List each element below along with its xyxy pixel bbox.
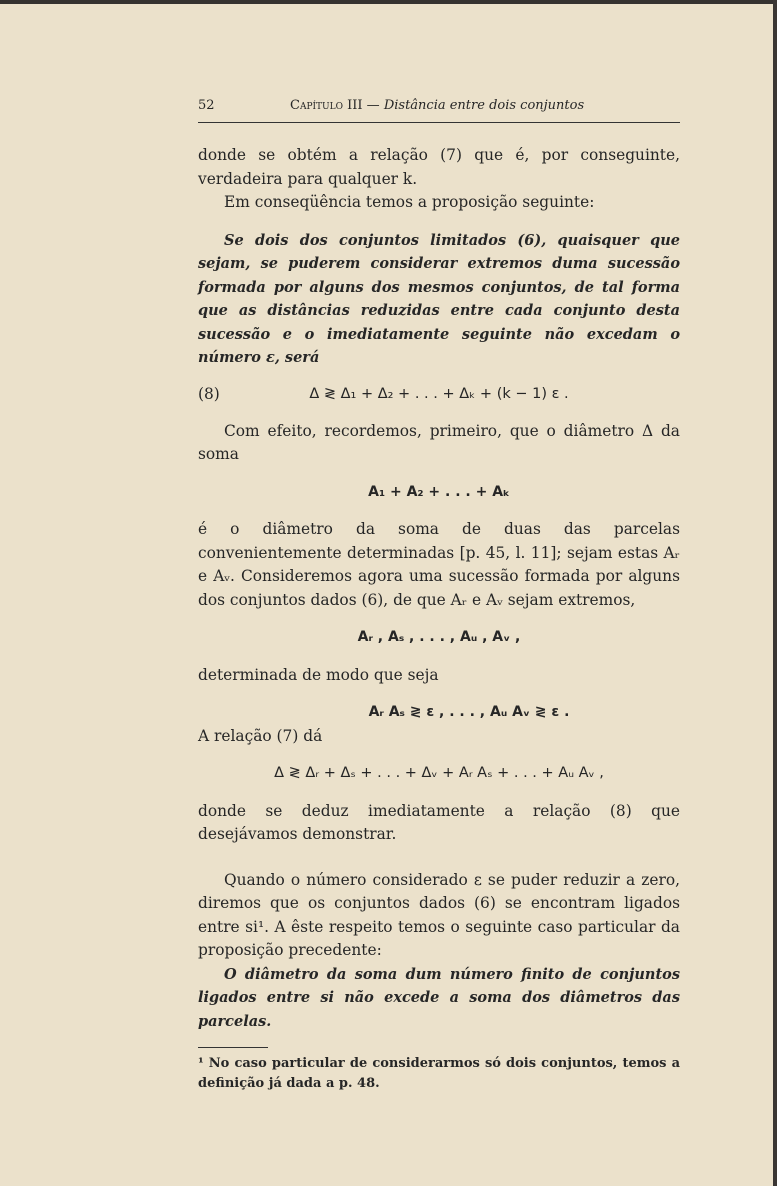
footnote-rule bbox=[198, 1047, 268, 1048]
equation-sequence: Aᵣ , Aₛ , . . . , Aᵤ , Aᵥ , bbox=[357, 629, 521, 645]
book-page bbox=[198, 98, 684, 1091]
paragraph-4: é o diâmetro da soma de duas das parcelas convenientemente determinadas [p. 45, l. 11]; sejam estas Aᵣ e Aᵥ. Consideremos agora uma sucessão formada por alguns dos conjuntos dados (6), de que Aᵣ e Aᵥ sejam extremos, bbox=[198, 520, 680, 609]
paragraph-1: donde se obtém a relação (7) que é, por conseguinte, verdadeira para qualquer k. bbox=[198, 146, 680, 188]
scan-right-edge bbox=[773, 0, 777, 1186]
scan-top-edge bbox=[0, 0, 777, 4]
page-number: 52 bbox=[198, 98, 215, 113]
page-body bbox=[198, 144, 680, 1094]
equation-condition: Aᵣ Aₛ ≷ ε , . . . , Aᵤ Aᵥ ≷ ε . bbox=[368, 704, 570, 720]
paragraph-5: determinada de modo que seja bbox=[198, 665, 439, 684]
theorem-1: Se dois dos conjuntos limitados (6), quaisquer que sejam, se puderem considerar extremos duma sucessão formada por alguns dos mesmos conjuntos, de tal forma que as distâncias reduzidas entre cada conjunto desta sucessão e o imediatamente seguinte não excedam o número ε, será bbox=[198, 231, 680, 366]
paragraph-6: A relação (7) dá bbox=[198, 726, 323, 745]
equation-8-label: (8) bbox=[198, 384, 220, 403]
equation-sum: A₁ + A₂ + . . . + Aₖ bbox=[368, 483, 510, 500]
running-title bbox=[290, 98, 584, 113]
paragraph-3: Com efeito, recordemos, primeiro, que o diâmetro Δ da soma bbox=[198, 421, 680, 463]
paragraph-7: donde se deduz imediatamente a relação (8) que desejávamos demonstrar. bbox=[198, 801, 680, 843]
theorem-2: O diâmetro da soma dum número finito de conjuntos ligados entre si não excede a soma dos diâmetros das parcelas. bbox=[198, 965, 680, 1030]
chapter-label: Capítulo III bbox=[290, 98, 363, 113]
equation-8-row bbox=[198, 378, 680, 412]
chapter-title: Distância entre dois conjuntos bbox=[383, 98, 585, 113]
running-header bbox=[198, 98, 684, 118]
equation-8: Δ ≷ Δ₁ + Δ₂ + . . . + Δₖ + (k − 1) ε . bbox=[309, 385, 569, 402]
paragraph-8: Quando o número considerado ε se puder reduzir a zero, diremos que os conjuntos dados (6) se encontram ligados entre si¹. A êste respeito temos o seguinte caso particular da proposição precedente: bbox=[198, 870, 680, 959]
footnote: ¹ No caso particular de considerarmos só dois conjuntos, temos a definição já dada a p. 48. bbox=[198, 1056, 680, 1091]
title-separator: — bbox=[362, 98, 384, 113]
equation-relation: Δ ≷ Δᵣ + Δₛ + . . . + Δᵥ + Aᵣ Aₛ + . . . + Aᵤ Aᵥ , bbox=[274, 765, 604, 781]
paragraph-2: Em conseqüência temos a proposição seguinte: bbox=[224, 193, 595, 211]
header-rule bbox=[198, 122, 680, 123]
